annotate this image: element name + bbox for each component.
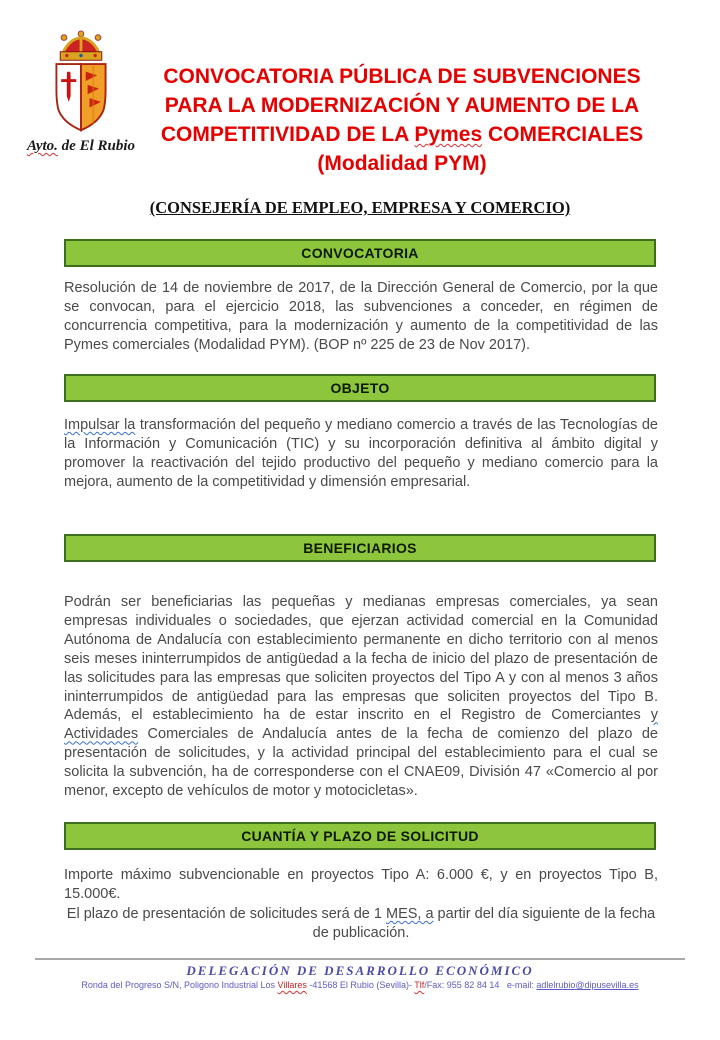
document-title [138, 62, 666, 178]
footer-email-label: e-mail: [506, 980, 537, 990]
municipality-name-rest: de El Rubio [57, 138, 136, 154]
title-line-4: (Modalidad PYM) [317, 152, 487, 175]
section-header-beneficiarios: BENEFICIARIOS [64, 534, 656, 562]
municipality-name [22, 138, 140, 155]
document-subtitle: (CONSEJERÍA DE EMPLEO, EMPRESA Y COMERCIO) [149, 198, 571, 217]
title-line-1: CONVOCATORIA PÚBLICA DE SUBVENCIONES [163, 65, 641, 88]
section-header-cuantia: CUANTÍA Y PLAZO DE SOLICITUD [64, 822, 656, 850]
paragraph-objeto: Impulsar la transformación del pequeño y mediano comercio a través de las Tecnologías de la Información y Comunicación (TIC) y su incorporación definitiva al ámbito digital y promover la reactivación del tejido productivo del pequeño y mediano comercio para la mejora, aumento de la competitividad y dimensión empresarial. [64, 417, 658, 490]
footer-contact-line: Ronda del Progreso S/N, Poligono Industrial Los Villares -41568 El Rubio (Sevilla)- Tlf/Fax: 955 82 84 14 e-mail: adlelrubio@dipusevilla.es [81, 980, 639, 990]
footer-department-title: DELEGACIÓN DE DESARROLLO ECONÓMICO [186, 963, 534, 978]
title-line-3: COMPETITIVIDAD DE LA Pymes COMERCIALES [160, 123, 644, 146]
section-header-objeto: OBJETO [64, 374, 656, 402]
plazo-flagged-text: MES, a [385, 906, 434, 922]
municipality-name-flagged: Ayto. [26, 138, 58, 154]
footer-tlf-flagged: Tlf [414, 980, 425, 990]
paragraph-cuantia-plazo: El plazo de presentación de solicitudes será de 1 MES, a partir del día siguiente de la fecha de publicación. [66, 906, 656, 941]
municipal-logo [22, 30, 140, 155]
title-flagged-word: Pymes [414, 123, 483, 146]
title-line-2: PARA LA MODERNIZACIÓN Y AUMENTO DE LA [164, 94, 640, 117]
paragraph-beneficiarios: Podrán ser beneficiarias las pequeñas y medianas empresas comerciales, ya sean empresas individuales o sociedades, que ejerzan actividad comercial en la Comunidad Autónoma de Andalucía con establecimiento permanente en dicho territorio con al menos seis meses ininterrumpidos de antigüedad a la fecha de inicio del plazo de presentación de las solicitudes para las empresas que soliciten proyectos del Tipo A y con al menos 3 años ininterrumpidos de antigüedad para las empresas que soliciten proyectos del Tipo B. Además, el establecimiento ha de estar inscrito en el Registro de Comerciantes y Actividades Comerciales de Andalucía antes de la fecha de comienzo del plazo de presentación de solicitudes, y la actividad principal del establecimiento para el cual se solicita la subvención, ha de corresponderse con el CNAE09, División 47 «Comercio al por menor, excepto de vehículos de motor y motocicletas». [64, 594, 658, 800]
footer-address: Ronda del Progreso S/N, Poligono Industrial Los [81, 980, 278, 990]
footer-divider [35, 958, 685, 960]
footer-email-link[interactable]: adlelrubio@dipusevilla.es [536, 980, 639, 990]
objeto-flagged-text: Impulsar la [64, 417, 136, 433]
footer-address-flagged: Villares [277, 980, 307, 990]
coat-of-arms-icon [38, 30, 124, 134]
section-header-convocatoria: CONVOCATORIA [64, 239, 656, 267]
paragraph-convocatoria: Resolución de 14 de noviembre de 2017, de la Dirección General de Comercio, por la que se convocan, para el ejercicio 2018, las subvenciones a conceder, en régimen de concurrencia competitiva, para la modernización y aumento de la competitividad de las Pymes comerciales (Modalidad PYM). (BOP nº 225 de 23 de Nov 2017). [64, 280, 658, 353]
beneficiarios-flagged-text: y Actividades [64, 707, 658, 743]
footer-phone: /Fax: 955 82 84 14 [424, 980, 502, 990]
paragraph-cuantia-importe: Importe máximo subvencionable en proyectos Tipo A: 6.000 €, y en proyectos Tipo B, 15.000€. [64, 867, 658, 902]
